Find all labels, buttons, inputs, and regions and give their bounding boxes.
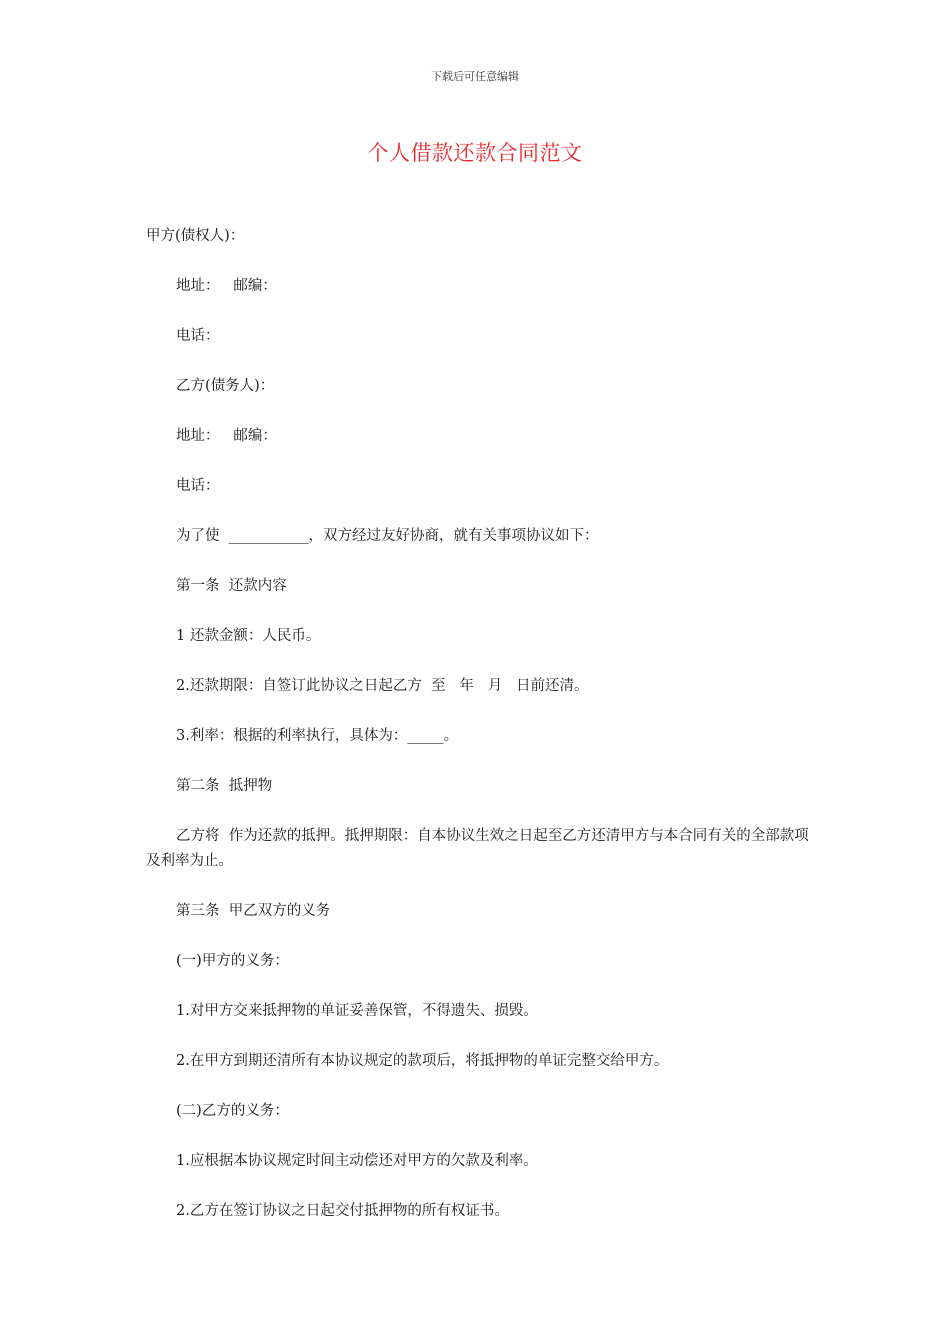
preamble: 为了使 ___________，双方经过友好协商，就有关事项协议如下：	[176, 528, 599, 544]
header-note: 下载后可任意编辑	[431, 70, 519, 83]
collateral-clause: 乙方将 作为还款的抵押。抵押期限：自本协议生效之日起至乙方还清甲方与本合同有关的全部款项及利率为止。	[146, 828, 809, 869]
party-a-address: 地址： 邮编：	[176, 278, 277, 294]
party-a-phone: 电话：	[176, 328, 220, 344]
document-title: 个人借款还款合同范文	[367, 141, 583, 165]
repayment-term: 2.还款期限：自签订此协议之日起乙方 至 年 月 日前还清。	[176, 678, 589, 694]
party-b-label: 乙方(债务人)：	[176, 378, 275, 394]
repayment-amount: 1 还款金额：人民币。	[176, 628, 321, 644]
article-1-heading: 第一条 还款内容	[176, 578, 287, 594]
party-a-obligation-2: 2.在甲方到期还清所有本协议规定的款项后，将抵押物的单证完整交给甲方。	[176, 1053, 669, 1069]
article-2-heading: 第二条 抵押物	[176, 778, 273, 794]
party-b-obligation-2: 2.乙方在签订协议之日起交付抵押物的所有权证书。	[176, 1203, 509, 1219]
party-a-obligations-heading: (一)甲方的义务：	[176, 953, 289, 969]
party-b-obligations-heading: (二)乙方的义务：	[176, 1103, 289, 1119]
interest-rate: 3.利率：根据的利率执行，具体为：_____。	[176, 728, 459, 744]
party-a-obligation-1: 1.对甲方交来抵押物的单证妥善保管，不得遗失、损毁。	[176, 1003, 538, 1019]
contract-body	[146, 224, 810, 1249]
article-3-heading: 第三条 甲乙双方的义务	[176, 903, 331, 919]
party-a-label: 甲方(债权人)：	[146, 228, 245, 244]
party-b-phone: 电话：	[176, 478, 220, 494]
party-b-obligation-1: 1.应根据本协议规定时间主动偿还对甲方的欠款及利率。	[176, 1153, 538, 1169]
party-b-address: 地址： 邮编：	[176, 428, 277, 444]
